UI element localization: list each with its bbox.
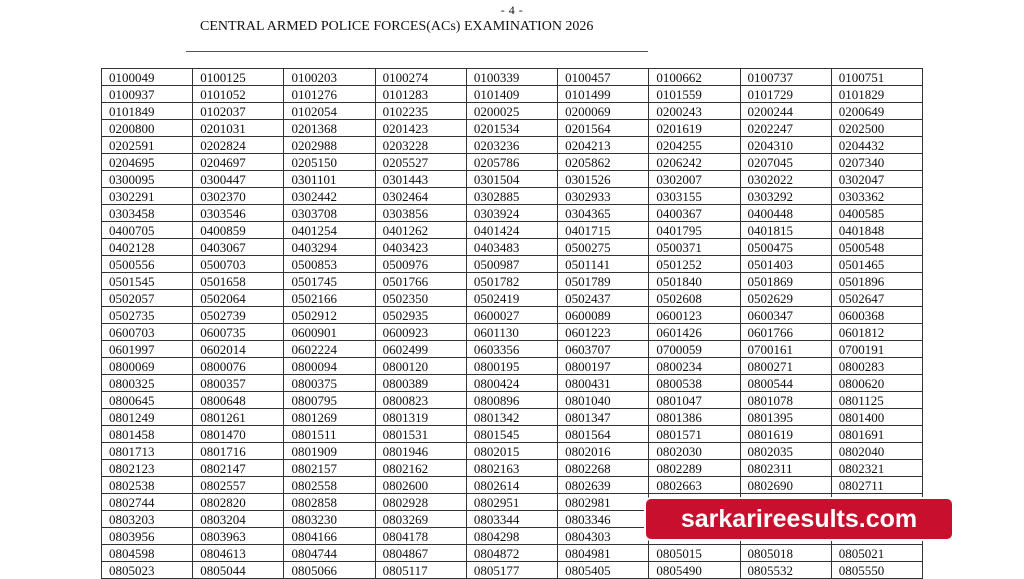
roll-number-cell: 0600027 [466,307,557,324]
roll-number-cell: 0803963 [193,528,284,545]
roll-number-cell: 0502629 [740,290,831,307]
roll-number-cell: 0101283 [375,86,466,103]
roll-number-cell: 0800431 [558,375,649,392]
roll-number-cell: 0804598 [102,545,193,562]
roll-number-cell: 0202500 [831,120,922,137]
roll-number-cell: 0303155 [649,188,740,205]
table-row [102,460,923,477]
roll-number-cell: 0801400 [831,409,922,426]
roll-number-cell: 0501465 [831,256,922,273]
roll-number-cell: 0800795 [284,392,375,409]
roll-number-cell: 0500703 [193,256,284,273]
roll-number-cell: 0101829 [831,86,922,103]
roll-number-cell: 0502912 [284,307,375,324]
roll-number-cell: 0601997 [102,341,193,358]
roll-number-cell: 0302291 [102,188,193,205]
roll-number-cell: 0400705 [102,222,193,239]
table-row [102,103,923,120]
roll-number-cell: 0204255 [649,137,740,154]
roll-number-cell: 0800424 [466,375,557,392]
roll-number-cell: 0800375 [284,375,375,392]
roll-number-cell: 0805044 [193,562,284,579]
roll-number-cell: 0403067 [193,239,284,256]
roll-number-cell: 0805117 [375,562,466,579]
roll-number-cell: 0801319 [375,409,466,426]
roll-number-cell: 0500371 [649,239,740,256]
roll-number-cell: 0801531 [375,426,466,443]
roll-number-cell: 0101499 [558,86,649,103]
roll-number-cell: 0805018 [740,545,831,562]
roll-number-cell: 0801571 [649,426,740,443]
table-row [102,426,923,443]
roll-number-cell: 0801078 [740,392,831,409]
roll-number-cell: 0502735 [102,307,193,324]
roll-number-cell: 0804613 [193,545,284,562]
roll-number-cell: 0600368 [831,307,922,324]
roll-number-cell: 0801347 [558,409,649,426]
roll-number-cell: 0803956 [102,528,193,545]
roll-number-cell: 0805405 [558,562,649,579]
roll-number-cell: 0302442 [284,188,375,205]
roll-number-cell: 0101729 [740,86,831,103]
roll-number-cell: 0802600 [375,477,466,494]
roll-number-cell: 0700059 [649,341,740,358]
roll-number-cell: 0601766 [740,324,831,341]
roll-number-cell: 0600089 [558,307,649,324]
table-row [102,239,923,256]
roll-number-cell: 0502057 [102,290,193,307]
roll-number-cell: 0201368 [284,120,375,137]
watermark-badge: sarkarireesults.com [646,499,952,539]
roll-number-cell: 0201031 [193,120,284,137]
roll-number-cell: 0802639 [558,477,649,494]
roll-number-cell: 0204432 [831,137,922,154]
roll-number-cell: 0203236 [466,137,557,154]
roll-number-cell: 0802711 [831,477,922,494]
roll-number-cell: 0600735 [193,324,284,341]
roll-number-cell: 0205862 [558,154,649,171]
roll-number-cell: 0700191 [831,341,922,358]
roll-number-cell: 0800325 [102,375,193,392]
table-row [102,86,923,103]
roll-number-cell: 0802163 [466,460,557,477]
roll-number-cell: 0100662 [649,69,740,86]
roll-number-cell: 0200069 [558,103,649,120]
table-row [102,443,923,460]
roll-number-cell: 0501745 [284,273,375,290]
roll-number-cell: 0802538 [102,477,193,494]
roll-number-cell: 0501766 [375,273,466,290]
roll-number-cell: 0801564 [558,426,649,443]
roll-number-cell: 0101409 [466,86,557,103]
table-row [102,477,923,494]
roll-number-cell: 0205786 [466,154,557,171]
roll-number-cell: 0300095 [102,171,193,188]
roll-number-cell: 0603356 [466,341,557,358]
table-row [102,358,923,375]
roll-number-cell: 0801249 [102,409,193,426]
roll-number-cell: 0800823 [375,392,466,409]
roll-number-cell: 0402128 [102,239,193,256]
roll-number-cell: 0303458 [102,205,193,222]
roll-number-cell: 0803344 [466,511,557,528]
roll-number-cell: 0805550 [831,562,922,579]
roll-number-cell: 0804867 [375,545,466,562]
roll-number-cell: 0804166 [284,528,375,545]
roll-number-cell: 0201564 [558,120,649,137]
roll-number-cell: 0601223 [558,324,649,341]
roll-number-cell: 0201534 [466,120,557,137]
roll-number-cell: 0401424 [466,222,557,239]
roll-number-cell: 0101849 [102,103,193,120]
roll-number-cell: 0802663 [649,477,740,494]
roll-number-cell: 0500548 [831,239,922,256]
roll-number-cell: 0801511 [284,426,375,443]
roll-number-cell: 0300447 [193,171,284,188]
roll-number-cell: 0302370 [193,188,284,205]
roll-number-cell: 0100737 [740,69,831,86]
roll-number-cell: 0803204 [193,511,284,528]
roll-number-cell: 0802016 [558,443,649,460]
roll-number-cell: 0802289 [649,460,740,477]
roll-number-cell: 0200800 [102,120,193,137]
roll-number-cell: 0804744 [284,545,375,562]
roll-number-cell: 0602499 [375,341,466,358]
roll-number-cell: 0301443 [375,171,466,188]
table-row [102,375,923,392]
roll-number-cell: 0802820 [193,494,284,511]
roll-number-cell: 0204695 [102,154,193,171]
roll-number-cell: 0600923 [375,324,466,341]
roll-number-cell: 0500853 [284,256,375,273]
roll-number-cell: 0600123 [649,307,740,324]
roll-number-cell: 0403483 [466,239,557,256]
roll-number-cell: 0502647 [831,290,922,307]
roll-number-cell: 0502739 [193,307,284,324]
page-number: - 4 - [500,3,524,17]
roll-number-cell: 0501141 [558,256,649,273]
roll-number-cell: 0802614 [466,477,557,494]
roll-number-cell: 0301526 [558,171,649,188]
roll-number-cell: 0802951 [466,494,557,511]
table-row [102,137,923,154]
roll-number-cell: 0805023 [102,562,193,579]
roll-number-cell: 0802030 [649,443,740,460]
roll-number-cell: 0100751 [831,69,922,86]
roll-number-cell: 0101276 [284,86,375,103]
roll-number-cell: 0501869 [740,273,831,290]
roll-number-cell: 0802157 [284,460,375,477]
table-row [102,545,923,562]
roll-number-cell: 0502419 [466,290,557,307]
roll-number-cell: 0801619 [740,426,831,443]
roll-number-cell: 0100339 [466,69,557,86]
roll-number-cell: 0502608 [649,290,740,307]
roll-number-cell: 0501789 [558,273,649,290]
roll-number-cell: 0800357 [193,375,284,392]
roll-number-cell: 0500275 [558,239,649,256]
roll-number-cell: 0501896 [831,273,922,290]
roll-number-cell: 0500976 [375,256,466,273]
roll-number-cell: 0804303 [558,528,649,545]
roll-number-cell: 0201423 [375,120,466,137]
roll-number-cell: 0804178 [375,528,466,545]
table-row [102,341,923,358]
roll-number-cell: 0301504 [466,171,557,188]
roll-number-cell: 0500475 [740,239,831,256]
roll-number-cell: 0801691 [831,426,922,443]
roll-number-cell: 0801395 [740,409,831,426]
roll-number-cell: 0400367 [649,205,740,222]
roll-number-cell: 0206242 [649,154,740,171]
roll-number-cell: 0502350 [375,290,466,307]
roll-number-cell: 0303708 [284,205,375,222]
roll-number-cell: 0203228 [375,137,466,154]
roll-number-cell: 0802268 [558,460,649,477]
roll-number-cell: 0201619 [649,120,740,137]
roll-number-cell: 0202247 [740,120,831,137]
roll-number-cell: 0100274 [375,69,466,86]
roll-number-cell: 0804981 [558,545,649,562]
roll-number-cell: 0101052 [193,86,284,103]
table-row [102,256,923,273]
roll-number-cell: 0800648 [193,392,284,409]
roll-number-cell: 0302933 [558,188,649,205]
roll-number-cell: 0200649 [831,103,922,120]
roll-number-cell: 0302464 [375,188,466,205]
roll-number-cell: 0805532 [740,562,831,579]
roll-number-cell: 0802558 [284,477,375,494]
roll-number-cell: 0403294 [284,239,375,256]
roll-number-cell: 0304365 [558,205,649,222]
roll-number-cell: 0800620 [831,375,922,392]
roll-number-cell: 0400585 [831,205,922,222]
roll-number-cell: 0401815 [740,222,831,239]
roll-number-cell: 0502935 [375,307,466,324]
roll-number-cell: 0204310 [740,137,831,154]
roll-number-cell: 0800197 [558,358,649,375]
roll-number-cell: 0302885 [466,188,557,205]
roll-number-cell: 0801470 [193,426,284,443]
table-row [102,171,923,188]
roll-number-cell: 0501252 [649,256,740,273]
title-underline [186,51,648,52]
table-row [102,69,923,86]
roll-number-cell: 0100125 [193,69,284,86]
roll-number-cell: 0302007 [649,171,740,188]
table-row [102,222,923,239]
roll-number-cell: 0202988 [284,137,375,154]
roll-number-cell: 0803203 [102,511,193,528]
table-row [102,120,923,137]
roll-number-cell: 0802311 [740,460,831,477]
roll-number-cell: 0802015 [466,443,557,460]
roll-number-cell: 0800271 [740,358,831,375]
roll-number-cell: 0200244 [740,103,831,120]
roll-number-cell: 0800896 [466,392,557,409]
roll-number-cell: 0303546 [193,205,284,222]
roll-number-cell: 0102235 [375,103,466,120]
roll-number-cell: 0102054 [284,103,375,120]
roll-number-cell: 0805066 [284,562,375,579]
roll-number-cell: 0303292 [740,188,831,205]
roll-number-cell: 0501545 [102,273,193,290]
table-row [102,409,923,426]
roll-number-cell: 0205527 [375,154,466,171]
roll-number-cell: 0501782 [466,273,557,290]
roll-number-cell: 0801269 [284,409,375,426]
roll-number-cell: 0802557 [193,477,284,494]
roll-number-cell: 0303856 [375,205,466,222]
roll-number-cell: 0403423 [375,239,466,256]
roll-number-cell: 0601130 [466,324,557,341]
roll-number-cell: 0804298 [466,528,557,545]
roll-number-cell: 0802147 [193,460,284,477]
roll-number-cell: 0200025 [466,103,557,120]
roll-number-cell: 0803346 [558,511,649,528]
roll-number-cell: 0100937 [102,86,193,103]
roll-number-cell: 0302022 [740,171,831,188]
roll-number-cell: 0301101 [284,171,375,188]
roll-number-cell: 0601812 [831,324,922,341]
roll-number-cell: 0804872 [466,545,557,562]
roll-number-cell: 0602224 [284,341,375,358]
roll-number-cell: 0801342 [466,409,557,426]
roll-number-cell: 0805177 [466,562,557,579]
roll-number-cell: 0802928 [375,494,466,511]
roll-number-cell: 0401254 [284,222,375,239]
roll-number-cell: 0207045 [740,154,831,171]
roll-number-cell: 0202824 [193,137,284,154]
roll-number-cell: 0501840 [649,273,740,290]
roll-number-cell: 0603707 [558,341,649,358]
roll-number-cell: 0802035 [740,443,831,460]
roll-number-cell: 0801909 [284,443,375,460]
roll-number-cell: 0600347 [740,307,831,324]
roll-number-cell: 0800538 [649,375,740,392]
roll-number-cell: 0801458 [102,426,193,443]
roll-number-cell: 0800389 [375,375,466,392]
roll-number-cell: 0801713 [102,443,193,460]
roll-number-cell: 0600703 [102,324,193,341]
roll-number-cell: 0200243 [649,103,740,120]
roll-number-cell: 0501658 [193,273,284,290]
roll-number-cell: 0800645 [102,392,193,409]
roll-number-cell: 0801040 [558,392,649,409]
roll-number-cell: 0805490 [649,562,740,579]
roll-number-cell: 0800234 [649,358,740,375]
roll-number-cell: 0100049 [102,69,193,86]
roll-number-cell: 0802858 [284,494,375,511]
roll-number-cell: 0800195 [466,358,557,375]
roll-number-cell: 0501403 [740,256,831,273]
roll-number-cell: 0802321 [831,460,922,477]
roll-number-cell: 0802040 [831,443,922,460]
roll-number-cell: 0204697 [193,154,284,171]
roll-number-cell: 0401715 [558,222,649,239]
roll-number-cell: 0801386 [649,409,740,426]
table-row [102,154,923,171]
roll-number-cell: 0700161 [740,341,831,358]
table-row [102,205,923,222]
roll-number-cell: 0401848 [831,222,922,239]
roll-number-cell: 0205150 [284,154,375,171]
roll-number-cell: 0500556 [102,256,193,273]
table-row [102,307,923,324]
roll-number-cell: 0801946 [375,443,466,460]
roll-number-cell: 0303924 [466,205,557,222]
roll-number-cell: 0800094 [284,358,375,375]
roll-number-cell: 0800544 [740,375,831,392]
roll-number-cell: 0401262 [375,222,466,239]
roll-number-cell: 0400859 [193,222,284,239]
roll-number-cell: 0502437 [558,290,649,307]
roll-number-cell: 0801545 [466,426,557,443]
roll-number-cell: 0801125 [831,392,922,409]
roll-number-cell: 0802162 [375,460,466,477]
roll-number-cell: 0805015 [649,545,740,562]
roll-number-cell: 0602014 [193,341,284,358]
roll-number-cell: 0805021 [831,545,922,562]
roll-number-cell: 0800283 [831,358,922,375]
document-title: CENTRAL ARMED POLICE FORCES(ACs) EXAMINATION 2026 [200,19,594,34]
roll-number-cell: 0802981 [558,494,649,511]
roll-number-cell: 0100203 [284,69,375,86]
roll-number-cell: 0801047 [649,392,740,409]
roll-number-cell: 0207340 [831,154,922,171]
roll-number-cell: 0803230 [284,511,375,528]
roll-number-cell: 0401795 [649,222,740,239]
roll-number-cell: 0801261 [193,409,284,426]
roll-number-cell: 0600901 [284,324,375,341]
roll-number-cell: 0502166 [284,290,375,307]
roll-number-cell: 0803269 [375,511,466,528]
roll-number-cell: 0800069 [102,358,193,375]
roll-number-cell: 0202591 [102,137,193,154]
roll-number-cell: 0204213 [558,137,649,154]
roll-number-cell: 0400448 [740,205,831,222]
roll-number-cell: 0802744 [102,494,193,511]
roll-number-cell: 0800120 [375,358,466,375]
roll-number-cell: 0801716 [193,443,284,460]
table-row [102,188,923,205]
roll-number-cell: 0303362 [831,188,922,205]
roll-number-cell: 0502064 [193,290,284,307]
table-row [102,290,923,307]
roll-number-cell: 0500987 [466,256,557,273]
roll-number-cell: 0302047 [831,171,922,188]
table-row [102,392,923,409]
table-row [102,273,923,290]
roll-number-cell: 0800076 [193,358,284,375]
roll-number-cell: 0802690 [740,477,831,494]
roll-number-cell: 0101559 [649,86,740,103]
roll-number-cell: 0802123 [102,460,193,477]
roll-number-cell: 0601426 [649,324,740,341]
roll-number-cell: 0100457 [558,69,649,86]
table-row [102,324,923,341]
roll-number-cell: 0102037 [193,103,284,120]
